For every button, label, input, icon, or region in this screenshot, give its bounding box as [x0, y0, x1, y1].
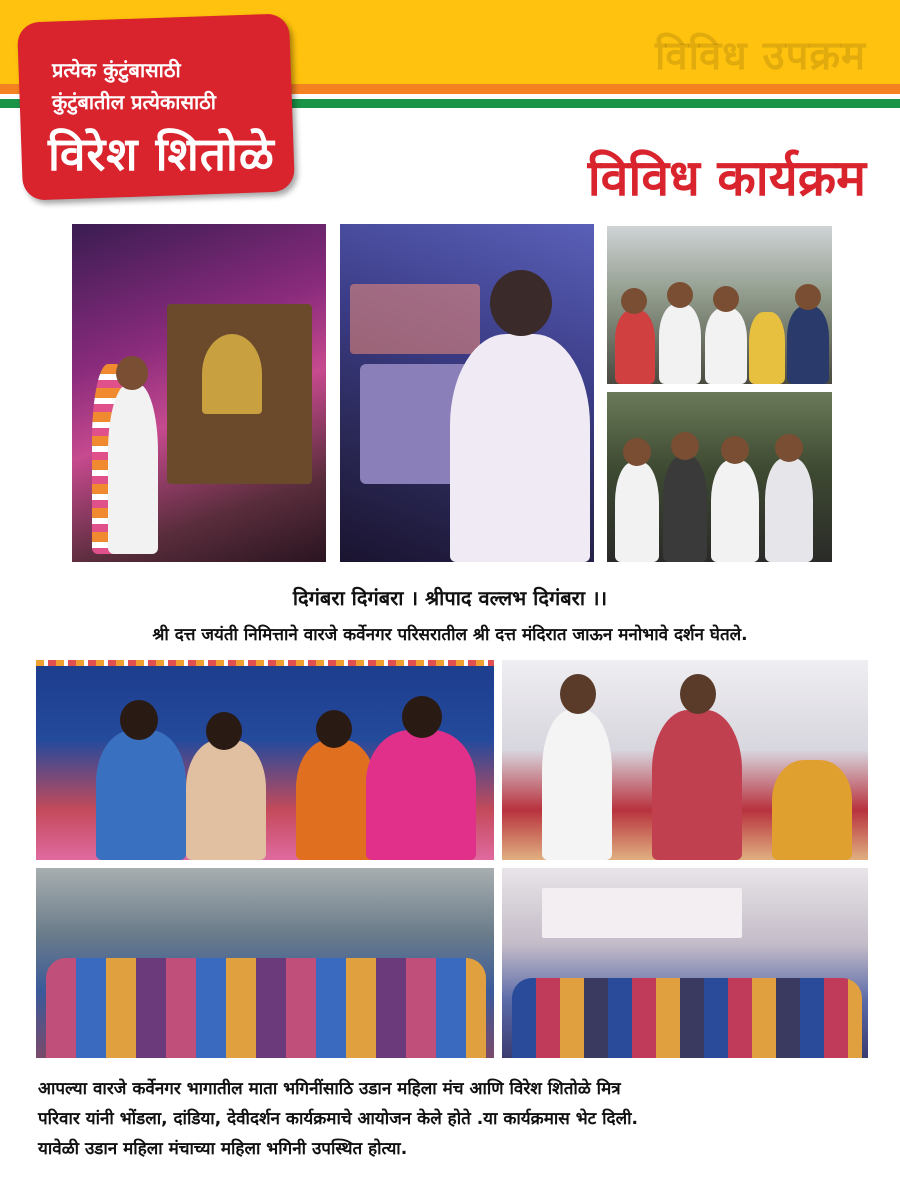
section-label: विविध उपक्रम: [654, 33, 866, 79]
dandiya-photo: [36, 660, 494, 860]
event-2-description-line-3: यावेळी उडान महिला मंचाच्या महिला भगिनी उपस्थित होत्या.: [38, 1139, 408, 1159]
event-2-description-line-2: परिवार यांनी भोंडला, दांडिया, देवीदर्शन कार्यक्रमाचे आयोजन केले होते .या कार्यक्रमास भेट दिली.: [38, 1109, 638, 1129]
temple-photo-2: [340, 224, 594, 562]
tagline-2: कुंटुंबातील प्रत्येकासाठी: [52, 90, 216, 114]
tagline-1: प्रत्येक कुंटुंबासाठी: [52, 58, 181, 82]
verse-heading: दिगंबरा दिगंबरा । श्रीपाद वल्लभ दिगंबरा ।।: [292, 586, 608, 610]
event-felicitation-photo-1: [607, 226, 832, 384]
brand-name: विरेश शितोळे: [48, 127, 275, 181]
page-title: विविध कार्यक्रम: [587, 149, 866, 207]
women-gathering-photo-2: [502, 868, 868, 1058]
temple-photo-1: [72, 224, 326, 562]
event-2-description-line-1: आपल्या वारजे कर्वेनगर भागातील माता भगिनींसाठि उडान महिला मंच आणि विरेश शितोळे मित्र: [38, 1079, 621, 1099]
women-gathering-photo-1: [36, 868, 494, 1058]
event-1-description: श्री दत्त जयंती निमित्ताने वारजे कर्वेनगर परिसरातील श्री दत्त मंदिरात जाऊन मनोभावे दर्शन घेतले.: [152, 625, 748, 645]
felicitation-banner-photo: [502, 660, 868, 860]
event-felicitation-photo-2: [607, 392, 832, 562]
